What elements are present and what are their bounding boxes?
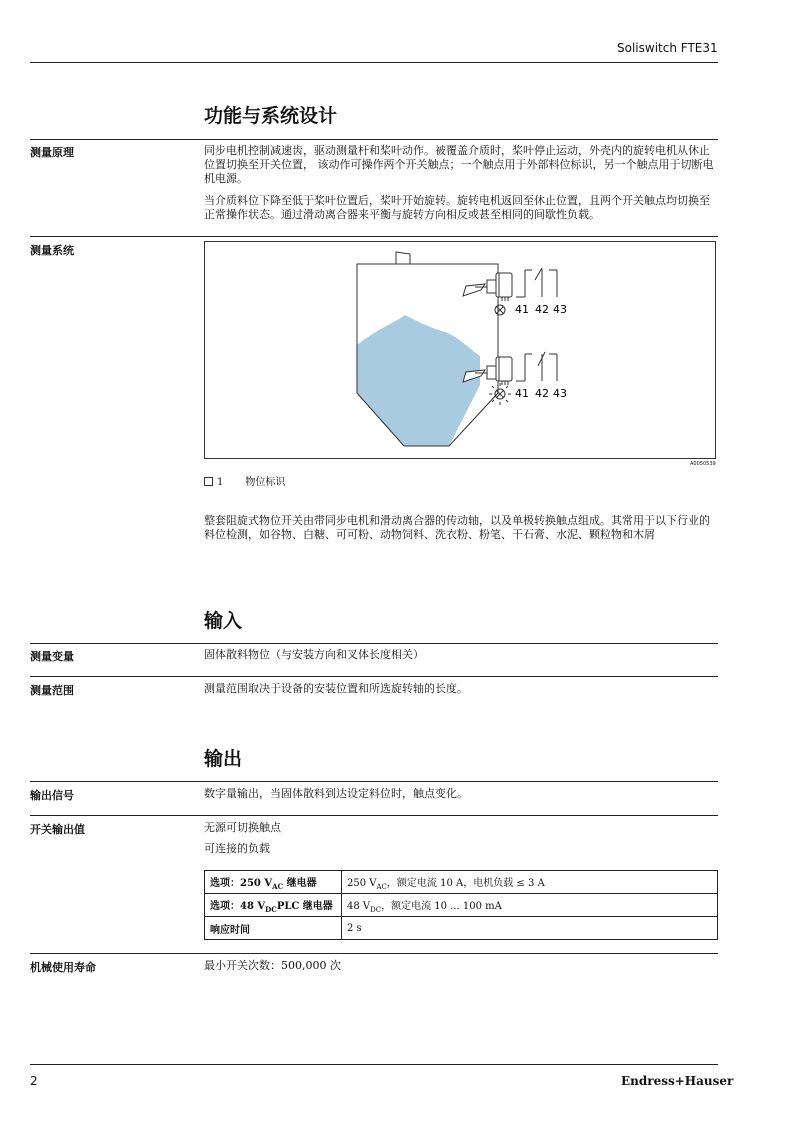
indicator-lamp-on-icon <box>489 383 511 405</box>
relay-contact-bottom <box>516 352 557 381</box>
terminal-42-bottom: 42 <box>535 387 549 400</box>
nozzle <box>396 252 410 264</box>
system-description: 整套阻旋式物位开关由带同步电机和滑动离合器的传动轴，以及单极转换触点组成。其常用于以下行业的料位检测，如谷物、白糖、可可粉、动物饲料、洗衣粉、粉笔、干石膏、水泥、颗粒物和木屑 <box>204 514 710 541</box>
terminal-41-top: 41 <box>515 303 529 316</box>
section-title-output: 输出 <box>204 748 243 770</box>
level-switch-top <box>463 273 512 301</box>
table-row <box>205 917 718 940</box>
switch-line-2: 可连接的负载 <box>204 842 270 855</box>
divider <box>30 815 718 816</box>
label-system: 测量系统 <box>30 244 74 257</box>
terminal-43-bottom: 43 <box>553 387 567 400</box>
terminal-43-top: 43 <box>553 303 567 316</box>
footer-rule <box>30 1064 718 1065</box>
terminal-42-top: 42 <box>535 303 549 316</box>
bulk-material <box>357 315 480 446</box>
divider <box>30 676 718 677</box>
divider <box>30 953 718 954</box>
load-table <box>204 870 718 940</box>
variable-value: 固体散料物位（与安装方向和叉体长度相关） <box>204 648 424 661</box>
label-switch: 开关输出值 <box>30 823 85 836</box>
label-variable: 测量变量 <box>30 650 74 663</box>
table-value: 2 s <box>342 917 718 940</box>
signal-value: 数字量输出，当固体散料到达设定料位时，触点变化。 <box>204 787 468 800</box>
table-key: 选项：250 $V_{AC}$ 继电器 <box>205 871 342 894</box>
figure-number: 1 <box>217 477 224 488</box>
divider <box>30 643 718 644</box>
label-principle: 测量原理 <box>30 146 74 159</box>
label-range: 测量范围 <box>30 684 74 697</box>
figure-icon <box>204 477 213 486</box>
table-key: 响应时间 <box>205 917 342 940</box>
document-header-product: Soliswitch FTE31 <box>617 41 718 55</box>
divider <box>30 139 718 140</box>
figure-caption-text: 物位标识 <box>245 477 286 488</box>
relay-contact-top <box>516 268 557 297</box>
switch-line-1: 无源可切换触点 <box>204 821 281 834</box>
figure-id: A0050539 <box>690 461 716 467</box>
table-key: 选项：48 $V_{DC}PLC$ 继电器 <box>205 894 342 917</box>
principle-paragraph-1: 同步电机控制减速齿，驱动测量杆和桨叶动作。被覆盖介质时，桨叶停止运动，外壳内的旋转电机从休止位置切换至开关位置， 该动作可操作两个开关触点；一个触点用于外部料位标识，另一个触点用于切断电机电源。 <box>204 144 714 185</box>
brand-logo: Endress+Hauser <box>621 1074 734 1088</box>
table-value: 48 $V_{DC}$，额定电流 10 ... 100 mA <box>342 894 718 917</box>
divider <box>30 236 718 237</box>
table-row <box>205 894 718 917</box>
table-value: 250 $V_{AC}$，额定电流 10 A，电机负载 ≤ 3 A <box>342 871 718 894</box>
figure-caption <box>204 473 285 488</box>
page-number: 2 <box>30 1074 38 1088</box>
section-title-function: 功能与系统设计 <box>204 105 338 127</box>
tank-diagram <box>205 242 717 460</box>
life-value: 最小开关次数：500,000 次 <box>204 959 341 972</box>
table-row <box>205 871 718 894</box>
section-title-input: 输入 <box>204 610 243 632</box>
label-signal: 输出信号 <box>30 789 74 802</box>
indicator-lamp-off-icon <box>495 305 505 315</box>
header-rule <box>30 62 718 63</box>
terminal-41-bottom: 41 <box>515 387 529 400</box>
principle-paragraph-2: 当介质料位下降至低于桨叶位置后，桨叶开始旋转。旋转电机返回至休止位置，且两个开关触点均切换至正常操作状态。通过滑动离合器来平衡与旋转方向相反或甚至相同的间歇性负载。 <box>204 194 710 221</box>
divider <box>30 781 718 782</box>
label-life: 机械使用寿命 <box>30 961 96 974</box>
range-value: 测量范围取决于设备的安装位置和所选旋转轴的长度。 <box>204 682 468 695</box>
measuring-system-figure <box>204 241 716 459</box>
